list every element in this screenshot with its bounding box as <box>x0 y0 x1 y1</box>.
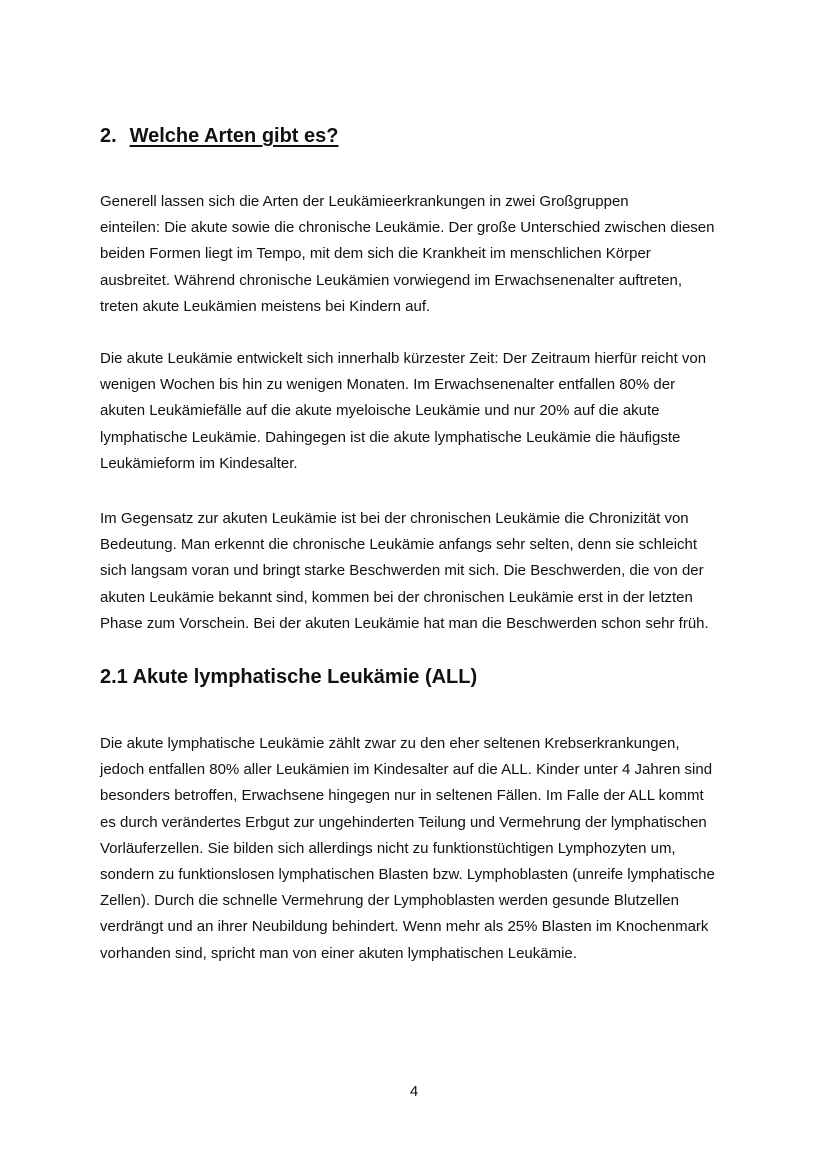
paragraph-overview <box>100 189 740 320</box>
paragraph-chronic <box>100 506 740 637</box>
text-line: wenigen Wochen bis hin zu wenigen Monaten. Im Erwachsenenalter entfallen 80% der <box>100 376 676 394</box>
section-number: 2. <box>100 125 117 147</box>
text-line: Leukämieform im Kindesalter. <box>100 454 298 472</box>
text-line: sich langsam voran und bringt starke Beschwerden mit sich. Die Beschwerden, die von der <box>100 562 704 580</box>
paragraph-acute <box>100 346 740 477</box>
text-line: Generell lassen sich die Arten der Leukämieerkrankungen in zwei Großgruppen <box>100 193 629 210</box>
text-line: treten akute Leukämien meistens bei Kindern auf. <box>100 297 431 315</box>
text-line: akuten Leukämie bekannt sind, kommen bei der chronischen Leukämie erst in der letzten <box>100 588 693 606</box>
section-heading <box>100 122 339 150</box>
text-line: beiden Formen liegt im Tempo, mit dem sich die Krankheit im menschlichen Körper <box>100 245 651 263</box>
text-line: besonders betroffen, Erwachsene hingegen nur in seltenen Fällen. Im Falle der ALL kommt <box>100 787 704 805</box>
text-line: Vorläuferzellen. Sie bilden sich allerdings nicht zu funktionstüchtigen Lymphozyten um, <box>100 839 676 857</box>
text-line: Zellen). Durch die schnelle Vermehrung der Lymphoblasten werden gesunde Blutzellen <box>100 892 679 910</box>
text-line: Phase zum Vorschein. Bei der akuten Leukämie hat man die Beschwerden schon sehr früh. <box>100 614 709 632</box>
text-line: lymphatische Leukämie. Dahingegen ist die akute lymphatische Leukämie die häufigste <box>100 428 681 446</box>
text-line: Die akute Leukämie entwickelt sich innerhalb kürzester Zeit: Der Zeitraum hierfür reicht von <box>100 350 707 367</box>
text-line: vorhanden sind, spricht man von einer akuten lymphatischen Leukämie. <box>100 944 577 962</box>
text-line: sondern zu funktionslosen lymphatischen Blasten bzw. Lymphoblasten (unreife lymphatische <box>100 866 715 884</box>
text-line: akuten Leukämiefälle auf die akute myeloische Leukämie und nur 20% auf die akute <box>100 402 660 420</box>
page-number: 4 <box>409 1083 419 1100</box>
text-line: Im Gegensatz zur akuten Leukämie ist bei der chronischen Leukämie die Chronizität von <box>100 510 689 527</box>
paragraph-all <box>100 731 740 967</box>
text-line: jedoch entfallen 80% aller Leukämien im Kindesalter auf die ALL. Kinder unter 4 Jahren sind <box>100 761 713 779</box>
text-line: ausbreitet. Während chronische Leukämien vorwiegend im Erwachsenenalter auftreten, <box>100 271 682 289</box>
text-line: Die akute lymphatische Leukämie zählt zwar zu den eher seltenen Krebserkrankungen, <box>100 735 680 752</box>
text-line: es durch verändertes Erbgut zur ungehinderten Teilung und Vermehrung der lymphatischen <box>100 813 707 831</box>
section-title: Welche Arten gibt es? <box>129 125 339 147</box>
text-line: einteilen: Die akute sowie die chronische Leukämie. Der große Unterschied zwischen diesen <box>100 219 715 237</box>
text-line: Bedeutung. Man erkennt die chronische Leukämie anfangs sehr selten, denn sie schleicht <box>100 536 698 554</box>
text-line: verdrängt und an ihrer Neubildung behindert. Wenn mehr als 25% Blasten im Knochenmark <box>100 918 709 936</box>
subsection-heading: 2.1 Akute lymphatische Leukämie (ALL) <box>100 666 478 688</box>
